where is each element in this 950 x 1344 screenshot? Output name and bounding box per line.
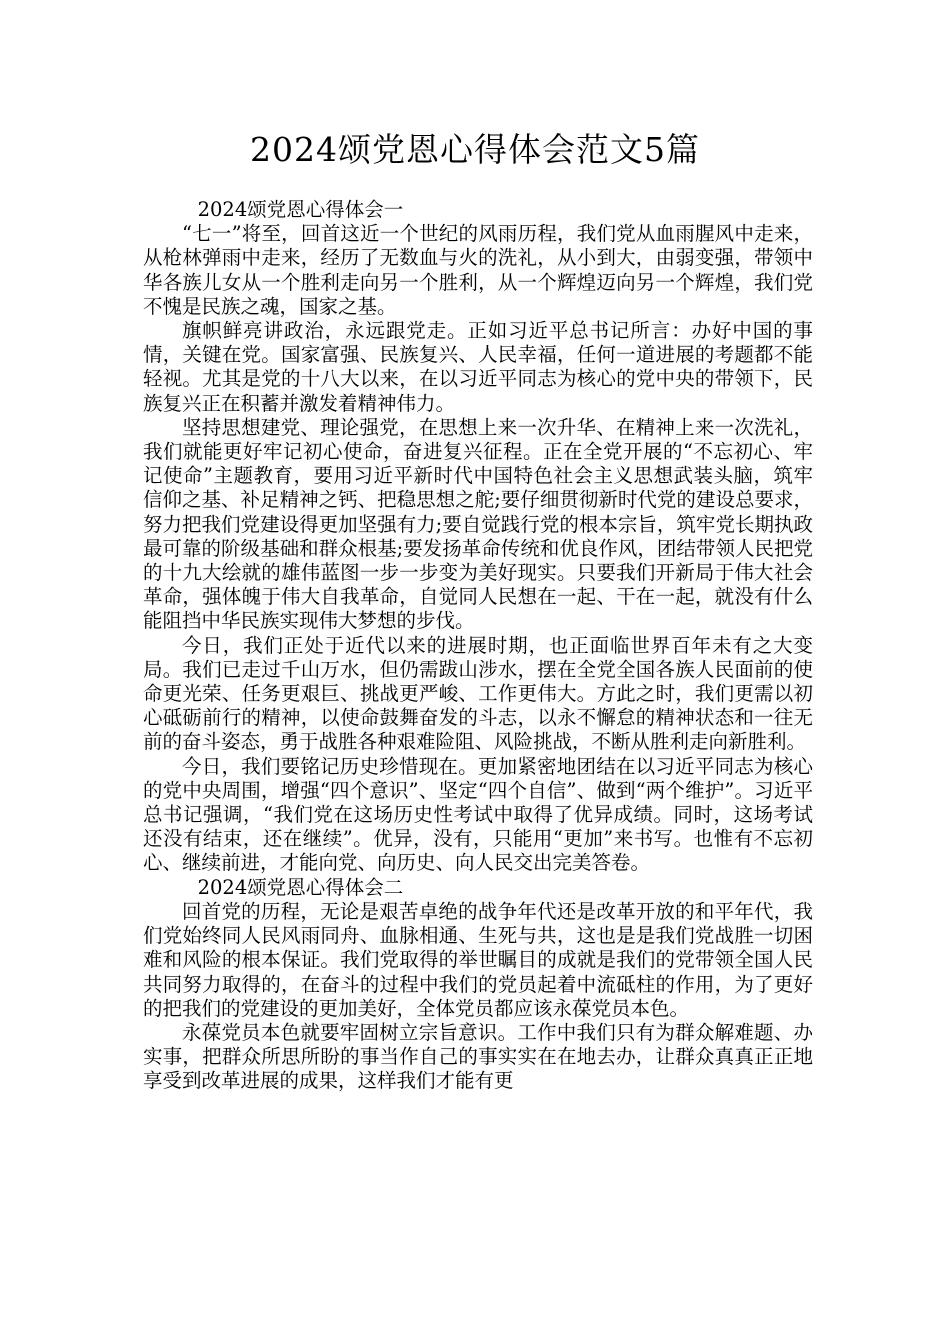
- document-body: [143, 198, 813, 1094]
- document-title: 2024颂党恩心得体会范文5篇: [250, 130, 700, 169]
- paragraph: 今日，我们要铭记历史珍惜现在。更加紧密地团结在以习近平同志为核心的党中央周围，增强“四个意识”、坚定“四个自信”、做到“两个维护”。习近平总书记强调，“我们党在这场历史性考试中取得了优异成绩。同时，这场考试还没有结束，还在继续”。优异，没有，只能用“更加”来书写。也惟有不忘初心、继续前进，才能向党、向历史、向人民交出完美答卷。: [143, 754, 813, 875]
- paragraph: 坚持思想建党、理论强党，在思想上来一次升华、在精神上来一次洗礼，我们就能更好牢记初心使命，奋进复兴征程。正在全党开展的“不忘初心、牢记使命”主题教育，要用习近平新时代中国特色社会主义思想武装头脑，筑牢信仰之基、补足精神之钙、把稳思想之舵;要仔细贯彻新时代党的建设总要求，努力把我们党建设得更加坚强有力;要自觉践行党的根本宗旨，筑牢党长期执政最可靠的阶级基础和群众根基;要发扬革命传统和优良作风，团结带领人民把党的十九大绘就的雄伟蓝图一步一步变为美好现实。只要我们开新局于伟大社会革命，强体魄于伟大自我革命，自觉同人民想在一起、干在一起，就没有什么能阻挡中华民族实现伟大梦想的步伐。: [143, 415, 813, 633]
- paragraph: 回首党的历程，无论是艰苦卓绝的战争年代还是改革开放的和平年代，我们党始终同人民风雨同舟、血脉相通、生死与共，这也是是我们党战胜一切困难和风险的根本保证。我们党取得的举世瞩目的成就是我们的党带领全国人民共同努力取得的，在奋斗的过程中我们的党员起着中流砥柱的作用，为了更好的把我们的党建设的更加美好，全体党员都应该永葆党员本色。: [143, 899, 813, 1020]
- section-heading: 2024颂党恩心得体会一: [197, 198, 404, 221]
- paragraph: 今日，我们正处于近代以来的进展时期，也正面临世界百年未有之大变局。我们已走过千山万水，但仍需跋山涉水，摆在全党全国各族人民面前的使命更光荣、任务更艰巨、挑战更严峻、工作更伟大。方此之时，我们更需以初心砥砺前行的精神，以使命鼓舞奋发的斗志，以永不懈怠的精神状态和一往无前的奋斗姿态，勇于战胜各种艰难险阻、风险挑战，不断从胜利走向新胜利。: [143, 633, 813, 754]
- section-heading: 2024颂党恩心得体会二: [197, 875, 404, 899]
- paragraph: “七一”将至，回首这近一个世纪的风雨历程，我们党从血雨腥风中走来，从枪林弹雨中走来，经历了无数血与火的洗礼，从小到大，由弱变强，带领中华各族儿女从一个胜利走向另一个胜利，从一个辉煌迈向另一个辉煌，我们党不愧是民族之魂，国家之基。: [143, 222, 813, 318]
- paragraph: 永葆党员本色就要牢固树立宗旨意识。工作中我们只有为群众解难题、办实事，把群众所思所盼的事当作自己的事实实在在地去办，让群众真真正正地享受到改革进展的成果，这样我们才能有更: [143, 1020, 813, 1093]
- paragraph: 旗帜鲜亮讲政治，永远跟党走。正如习近平总书记所言：办好中国的事情，关键在党。国家富强、民族复兴、人民幸福，任何一道进展的考题都不能轻视。尤其是党的十八大以来，在以习近平同志为核心的党中央的带领下，民族复兴正在积蓄并激发着精神伟力。: [143, 319, 813, 415]
